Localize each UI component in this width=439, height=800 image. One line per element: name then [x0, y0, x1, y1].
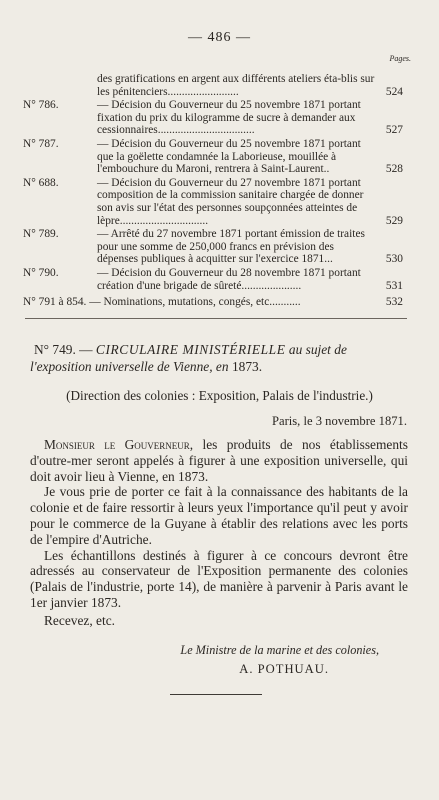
toc-entry-text: — Arrêté du 27 novembre 1871 portant émission de traites pour une somme de 250,000 francs en prévision des dépenses publiques à acquitter sur l'exercice 1871...: [97, 228, 365, 266]
letter-body: [30, 437, 408, 611]
toc-entry-text: — Décision du Gouverneur du 25 novembre 1871 portant fixation du prix du kilogramme de sucre à demander aux cessionnaires..................................: [97, 99, 361, 137]
closing-rule: [170, 694, 262, 695]
toc-entry-page: 524: [385, 85, 403, 98]
toc-entry: [23, 99, 403, 137]
circular-year: 1873.: [231, 359, 263, 374]
toc-entry-number: N° 790.: [23, 266, 59, 279]
toc-entry: [23, 228, 403, 266]
toc-entry-text: des gratifications en argent aux différents ateliers éta-blis sur les pénitenciers.........................: [97, 73, 375, 98]
paragraph-2: Je vous prie de porter ce fait à la connaissance des habitants de la colonie et de faire ressortir à leurs yeux l'importance qu'il peut y avoir pour le commerce de la Guyane à établir des relations avec les ports de l'empire d'Autriche.: [30, 484, 408, 547]
toc-entry-text: — Décision du Gouverneur du 25 novembre 1871 portant que la goëlette condamnée la Laborieuse, mouillée à l'embouchure du Maroni, rentrera à Saint-Laurent..: [97, 137, 361, 176]
toc-entry: [23, 138, 403, 176]
toc-entry: [23, 177, 403, 227]
salutation: Monsieur le Gouverneur,: [44, 437, 194, 452]
toc-entry-number: N° 688.: [23, 176, 59, 189]
toc-entry-text: — Décision du Gouverneur du 28 novembre 1871 portant création d'une brigade de sûreté.....................: [97, 266, 361, 292]
circular-title-caps: CIRCULAIRE MINISTÉRIELLE: [95, 342, 286, 357]
toc-entry-page: 529: [385, 214, 403, 227]
circular-title-rest: au sujet de l'exposition universelle de Vienne, en: [30, 342, 347, 374]
toc-entry-number: N° 789.: [23, 228, 59, 241]
table-of-contents: [23, 73, 403, 310]
circular-title: [30, 341, 408, 375]
toc-entry-text: — Décision du Gouverneur du 27 novembre 1871 portant composition de la commission sanitaire chargée de donner son avis sur l'état des personnes soupçonnées atteintes de lèpre...............................: [97, 176, 364, 227]
signature-name: A. POTHUAU.: [239, 662, 329, 676]
closing-line: Recevez, etc.: [44, 613, 115, 628]
paragraph-3: Les échantillons destinés à figurer à ce concours devront être adressés au conservateur de l'Exposition permanente des colonies (Palais de l'industrie, porte 14), de manière à parvenir à Paris avant le 1er janvier 1873.: [30, 547, 408, 610]
date-line: Paris, le 3 novembre 1871.: [271, 414, 407, 428]
toc-entry: [23, 267, 403, 292]
toc-entry-page: 531: [385, 279, 403, 292]
direction-line: (Direction des colonies : Exposition, Palais de l'industrie.): [66, 388, 373, 403]
toc-entry: [23, 73, 403, 98]
toc-entry-page: 530: [385, 253, 403, 266]
toc-entry-number: N° 787.: [23, 137, 59, 150]
page-number: — 486 —: [188, 30, 251, 45]
toc-entry-page: 527: [385, 124, 403, 137]
pages-label: Pages.: [389, 54, 411, 63]
paragraph-1: [30, 437, 408, 484]
toc-entry: [23, 296, 403, 309]
paragraph-1-text: les produits de nos établissements d'outre-mer seront appelés à figurer à une exposition universelle, qui doit avoir lieu à Vienne, en 1873.: [30, 437, 408, 484]
signature-title: Le Ministre de la marine et des colonies,: [180, 643, 379, 657]
circular-number: N° 749.: [34, 342, 76, 357]
toc-entry-page: 528: [385, 163, 403, 176]
toc-entry-text: N° 791 à 854. — Nominations, mutations, congés, etc...........: [23, 296, 301, 309]
toc-entry-page: 532: [385, 296, 403, 309]
circular-dash: —: [79, 342, 93, 357]
toc-entry-number: N° 786.: [23, 99, 59, 112]
section-divider: [25, 318, 407, 319]
